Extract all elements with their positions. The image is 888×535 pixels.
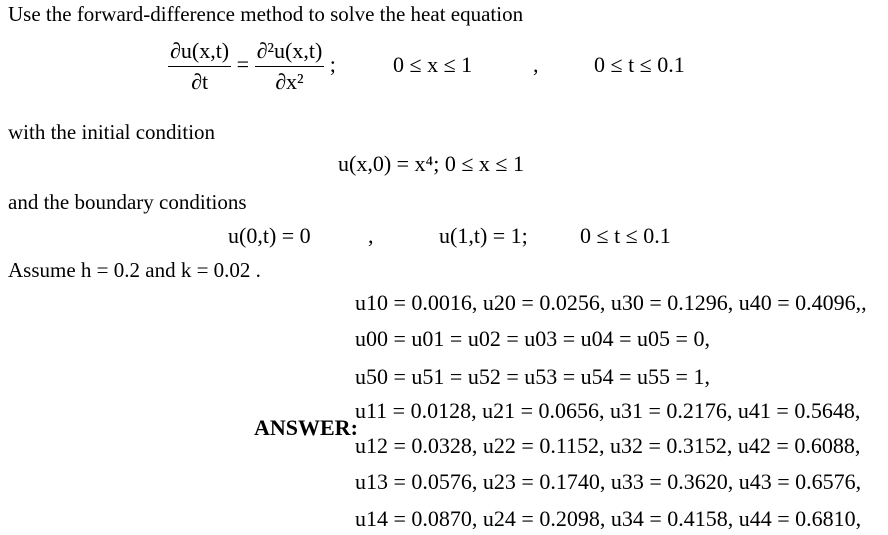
answer-line: u11 = 0.0128, u21 = 0.0656, u31 = 0.2176, u41 = 0.5648, bbox=[355, 398, 861, 423]
semicolon: ; bbox=[329, 51, 336, 77]
time-derivative-num: ∂u(x,t) bbox=[168, 38, 231, 67]
boundary-left: u(0,t) = 0 bbox=[228, 223, 311, 248]
equals-sign: = bbox=[236, 51, 250, 77]
t-range: 0 ≤ t ≤ 0.1 bbox=[594, 52, 685, 77]
space-derivative-num: ∂²u(x,t) bbox=[255, 38, 325, 67]
initial-condition-label: with the initial condition bbox=[8, 120, 216, 144]
x-range: 0 ≤ x ≤ 1 bbox=[393, 52, 473, 77]
space-derivative-den: ∂x² bbox=[275, 69, 304, 94]
answer-line: u13 = 0.0576, u23 = 0.1740, u33 = 0.3620, u43 = 0.6576, bbox=[355, 469, 862, 494]
range-comma: , bbox=[533, 52, 539, 77]
boundary-comma: , bbox=[368, 223, 374, 248]
initial-condition: u(x,0) = x⁴; 0 ≤ x ≤ 1 bbox=[338, 151, 524, 176]
assumption: Assume h = 0.2 and k = 0.02 . bbox=[8, 258, 261, 282]
answer-line: u14 = 0.0870, u24 = 0.2098, u34 = 0.4158, u44 = 0.6810, bbox=[355, 506, 862, 531]
answer-line: u00 = u01 = u02 = u03 = u04 = u05 = 0, bbox=[355, 326, 710, 351]
answer-line: u12 = 0.0328, u22 = 0.1152, u32 = 0.3152, u42 = 0.6088, bbox=[355, 433, 861, 458]
boundary-right: u(1,t) = 1; bbox=[439, 223, 528, 248]
heat-equation bbox=[168, 38, 336, 95]
boundary-conditions-label: and the boundary conditions bbox=[8, 190, 247, 214]
answer-label: ANSWER: bbox=[254, 415, 358, 440]
answer-line: u50 = u51 = u52 = u53 = u54 = u55 = 1, bbox=[355, 364, 710, 389]
boundary-t-range: 0 ≤ t ≤ 0.1 bbox=[580, 223, 671, 248]
intro-text: Use the forward-difference method to solve the heat equation bbox=[8, 2, 524, 26]
space-second-derivative bbox=[255, 38, 325, 95]
time-derivative bbox=[168, 38, 231, 95]
time-derivative-den: ∂t bbox=[191, 69, 209, 94]
answer-line: u10 = 0.0016, u20 = 0.0256, u30 = 0.1296, u40 = 0.4096,, bbox=[355, 290, 867, 315]
